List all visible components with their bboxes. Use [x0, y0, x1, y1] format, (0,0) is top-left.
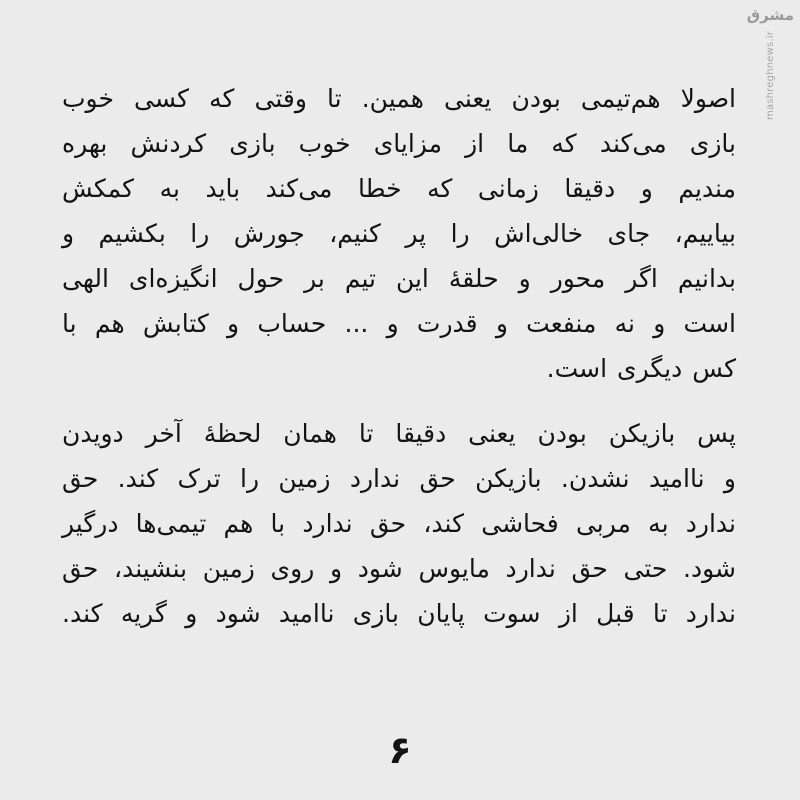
paragraph-line: و ناامید نشدن. بازیکن حق ندارد زمین را ترک کند. حق — [62, 464, 736, 493]
paragraph-line: است و نه منفعت و قدرت و ... حساب و کتابش هم با — [62, 309, 736, 338]
paragraph-line: پس بازیکن بودن یعنی دقیقا تا همان لحظهٔ آخر دویدن — [62, 419, 736, 448]
paragraph-1 — [62, 76, 736, 391]
paragraph-line: ندارد به مربی فحاشی کند، حق ندارد با هم تیمی‌ها درگیر — [62, 509, 736, 538]
paragraph-line: شود. حتی حق ندارد مایوس شود و روی زمین بنشیند، حق — [62, 554, 736, 583]
paragraph-line: بدانیم اگر محور و حلقهٔ این تیم بر حول انگیزه‌ای الهی — [62, 264, 736, 293]
paragraph-line: کس دیگری است. — [546, 354, 736, 383]
paragraph-line: بیاییم، جای خالی‌اش را پر کنیم، جورش را بکشیم و — [62, 219, 736, 248]
paragraph-line: بازی می‌کند که ما از مزایای خوب بازی کردنش بهره — [62, 129, 736, 158]
paragraph-2 — [62, 411, 736, 636]
watermark-url: mashreghnews.ir — [765, 30, 776, 120]
paragraph-line: مندیم و دقیقا زمانی که خطا می‌کند باید به کمکش — [62, 174, 736, 203]
watermark-logo: مشرق — [746, 6, 794, 24]
page-number: ۶ — [388, 728, 412, 772]
article-body — [62, 76, 736, 636]
watermark — [748, 6, 794, 124]
paragraph-line: اصولا هم‌تیمی بودن یعنی همین. تا وقتی که کسی خوب — [62, 84, 736, 113]
paragraph-line: ندارد تا قبل از سوت پایان بازی ناامید شود و گریه کند. — [62, 599, 736, 628]
